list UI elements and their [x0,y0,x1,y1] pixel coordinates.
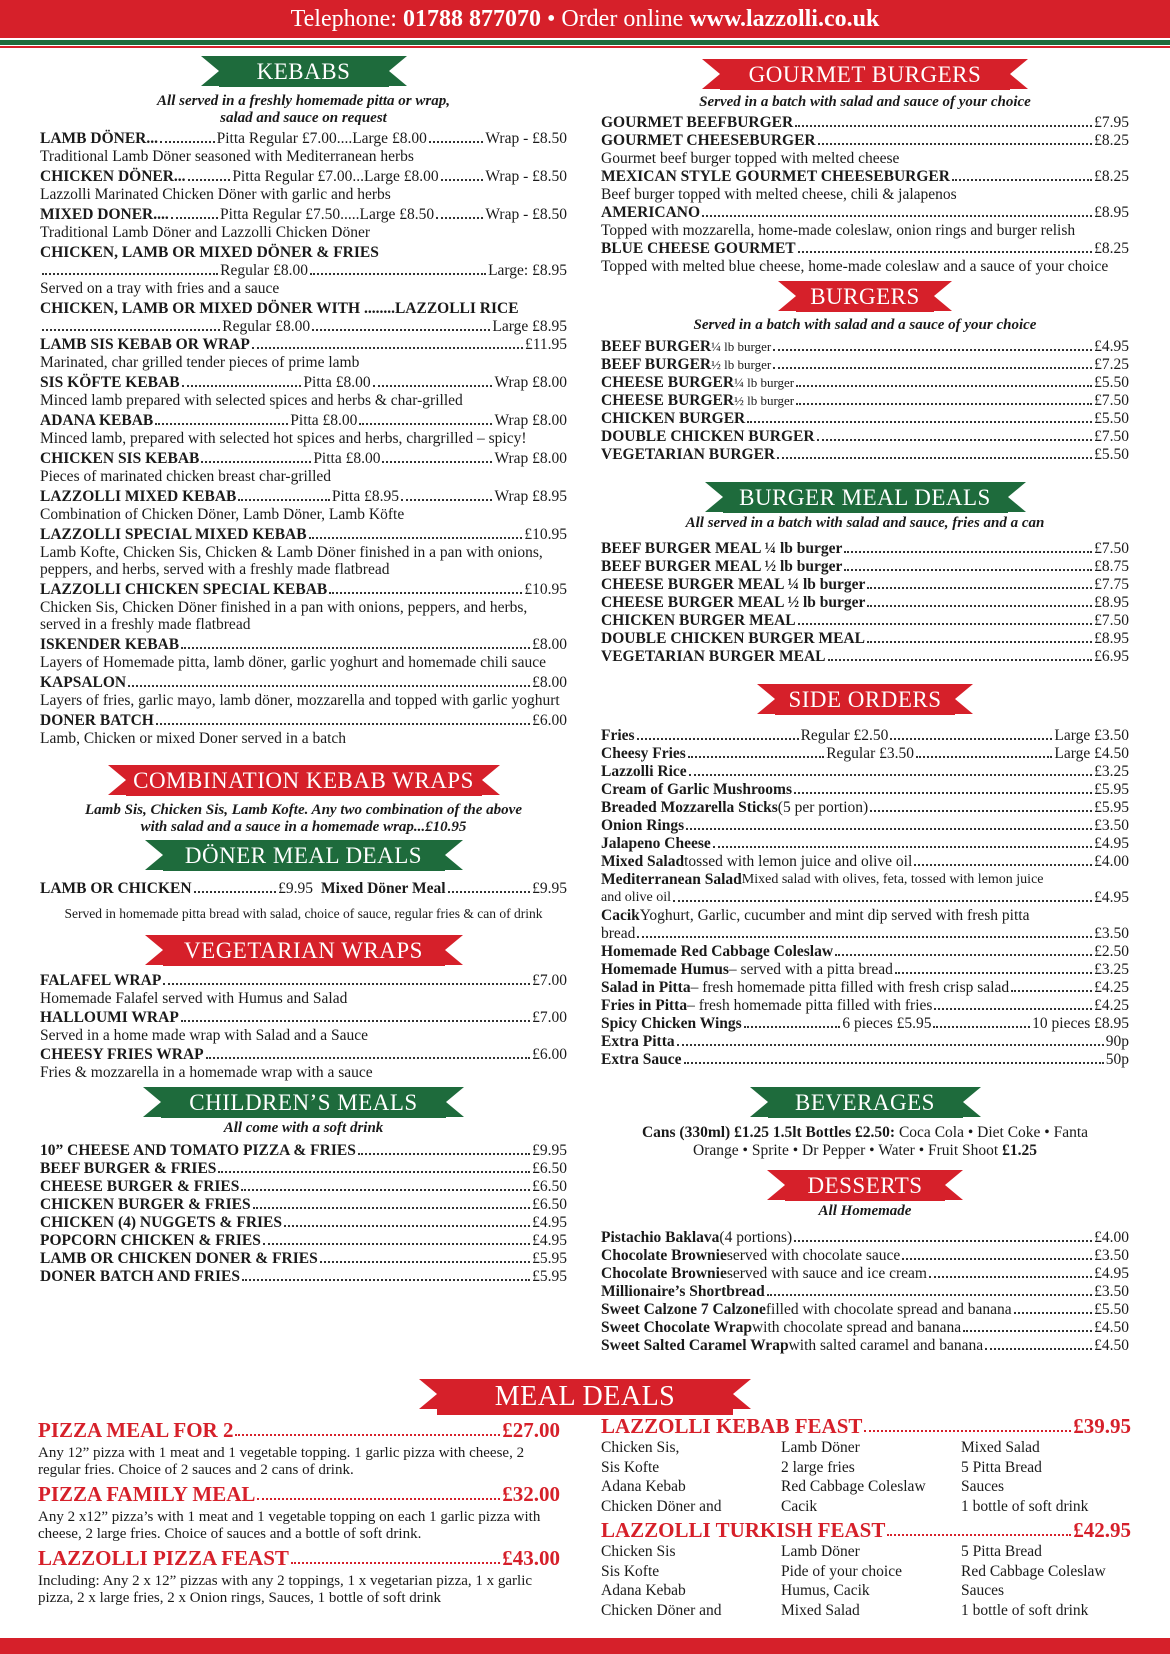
menu-item: GOURMET BEEFBURGER £7.95 [601,114,1129,131]
red-stripe [0,46,1170,48]
leader-dots [382,450,492,463]
menu-item: KAPSALON £8.00 [40,674,567,691]
leader-dots [684,1051,1104,1064]
menu-item-desc: Pieces of marinated chicken breast char-grilled [40,468,332,485]
menu-item: LAZZOLLI MIXED KEBAB Pitta £8.95 Wrap £8.95 [40,488,567,505]
menu-item: DONER BATCH £6.00 [40,712,567,729]
leader-dots [181,636,530,649]
menu-item: Mediterranean Salad Mixed salad with olives, feta, tossed with lemon juice [601,871,1044,888]
turkish-feast-grid [601,1542,1131,1620]
leader-dots [702,204,1092,217]
green-stripe [0,40,1170,45]
leader-dots [320,1250,530,1263]
left-column [40,56,567,1286]
leader-dots [794,1229,1092,1242]
leader-dots [767,1283,1092,1296]
feast-item: Chicken Döner and [601,1601,722,1619]
feast-item: 2 large fries [781,1458,855,1476]
leader-dots [242,1268,530,1281]
menu-item: Chocolate Brownie served with sauce and ice cream £4.95 [601,1265,1129,1282]
menu-item: GOURMET CHEESEBURGER £8.25 [601,132,1129,149]
menu-item: LAMB OR CHICKEN DONER & FRIES £5.95 [40,1250,567,1267]
leader-dots [985,1337,1092,1350]
leader-dots [796,374,1092,387]
menu-item: Cacik Yoghurt, Garlic, cucumber and mint dip served with fresh pitta [601,907,1030,924]
feast-item: Pide of your choice [781,1562,902,1580]
leader-dots [441,168,484,181]
menu-item: CHICKEN, LAMB OR MIXED DÖNER & FRIES [40,244,379,261]
leader-dots [929,1265,1092,1278]
leader-dots [713,835,1092,848]
menu-item: AMERICANO £8.95 [601,204,1129,221]
menu-item: LAMB DÖNER... Pitta Regular £7.00....Large £8.00 Wrap - £8.50 [40,130,568,147]
feast-item: 5 Pitta Bread [961,1458,1042,1476]
menu-item: ADANA KEBAB Pitta £8.00 Wrap £8.00 [40,412,567,429]
menu-item: LAZZOLLI CHICKEN SPECIAL KEBAB £10.95 [40,581,567,598]
kebab-list [40,130,567,241]
beverages-text: Cans (330ml) £1.25 1.5lt Bottles £2.50: Coca Cola • Diet Coke • Fanta Orange • Sprite • Dr Pepper • Water • Fruit Shoot £1.25 [641,1124,1089,1159]
leader-dots [794,781,1092,794]
menu-item: Cream of Garlic Mushrooms £5.95 [601,781,1129,798]
menu-item: BEEF BURGER & FRIES £6.50 [40,1160,567,1177]
menu-item: VEGETARIAN BURGER MEAL £6.95 [601,648,1129,665]
menu-item-desc: Layers of fries, garlic mayo, lamb döner, mozzarella and topped with garlic yoghurt [40,692,560,709]
leader-dots [155,412,288,425]
leader-dots [206,1046,530,1059]
leader-dots [637,727,799,740]
turkish-feast-title: LAZZOLLI TURKISH FEAST £42.95 [601,1518,1131,1542]
menu-item-desc: Lazzolli Marinated Chicken Döner with garlic and herbs [40,186,391,203]
leader-dots [238,488,329,501]
menu-item: BEEF BURGER ½ lb burger £7.25 [601,356,1129,373]
leader-dots [688,745,824,758]
leader-dots [677,1033,1104,1046]
doner-meal-row: LAMB OR CHICKEN £9.95 Mixed Döner Meal £9.95 [40,880,567,897]
contact-header [0,0,1170,38]
leader-dots [744,1015,841,1028]
leader-dots [156,712,530,725]
feast-item: 5 Pitta Bread [961,1543,1042,1560]
menu-item-desc: Lamb Kofte, Chicken Sis, Chicken & Lamb Döner finished in a pan with onions, peppers, and herbs, served with a freshly made flatbread [40,544,543,578]
menu-item: VEGETARIAN BURGER £5.50 [601,446,1129,463]
menu-item-desc: Minced lamb, prepared with selected hot spices and herbs, chargrilled – spicy! [40,430,527,447]
menu-item: DOUBLE CHICKEN BURGER £7.50 [601,428,1129,445]
leader-dots [796,392,1092,405]
menu-item: CHICKEN BURGER & FRIES £6.50 [40,1196,567,1213]
burger-meal-banner: BURGER MEAL DEALS [723,482,1008,513]
leader-dots [128,674,530,687]
leader-dots [284,1214,530,1227]
menu-item: Homemade Humus – served with a pitta bread £3.25 [601,961,1129,978]
gourmet-list [601,114,1129,275]
pizza-family-meal-desc: Any 2 x12” pizza’s with 1 meat and 1 vegetable topping on each 1 garlic pizza with cheese, 2 large fries. Choice of sauces and a bottle of soft drink. [38,1509,541,1542]
menu-item-desc: Traditional Lamb Döner seasoned with Mediterranean herbs [40,148,414,165]
leader-dots [934,997,1092,1010]
menu-item: CHEESE BURGER ½ lb burger £7.50 [601,392,1129,409]
menu-item: Chocolate Brownie served with chocolate sauce £3.50 [601,1247,1129,1264]
menu-item: and olive oil £4.95 [601,889,1129,906]
leader-dots [182,374,302,387]
feast-item: Mixed Salad [781,1601,860,1619]
kebab-feast-grid [601,1438,1131,1516]
feast-item: Sauces [961,1478,1005,1495]
menu-item: CHEESE BURGER MEAL ¼ lb burger £7.75 [601,576,1129,593]
menu-item-desc: Minced lamb prepared with selected spices and herbs & char-grilled [40,392,463,409]
menu-item: MEXICAN STYLE GOURMET CHEESEBURGER £8.25 [601,168,1129,185]
leader-dots [818,132,1093,145]
leader-dots [359,412,492,425]
leader-dots [828,648,1093,661]
website-link[interactable]: www.lazzolli.co.uk [689,6,880,32]
leader-dots [686,817,1092,830]
leader-dots [835,943,1092,956]
beverages-banner: BEVERAGES [768,1087,963,1118]
leader-dots [309,526,523,539]
leader-dots [163,972,530,985]
menu-item: Sweet Chocolate Wrap with chocolate spread and banana £4.50 [601,1319,1129,1336]
menu-item: BLUE CHEESE GOURMET £8.25 [601,240,1129,257]
menu-item-desc: Topped with melted blue cheese, home-made coleslaw and a sauce of your choice [601,258,1109,275]
menu-item: Breaded Mozzarella Sticks (5 per portion) £5.95 [601,799,1129,816]
leader-dots [253,1196,531,1209]
pizza-meal-for-2-title: PIZZA MEAL FOR 2 £27.00 [38,1418,560,1442]
burgers-list [601,338,1129,464]
leader-dots [870,799,1092,812]
menu-item-prices: Regular £8.00 Large £8.95 [40,318,567,336]
leader-dots [1014,1301,1093,1314]
menu-item: ISKENDER KEBAB £8.00 [40,636,567,653]
combination-text: Lamb Sis, Chicken Sis, Lamb Kofte. Any two combination of the above with salad and a sauce in a homemade wrap...£10.95 [85,802,522,835]
menu-item-desc: Beef burger topped with melted cheese, chili & jalapenos [601,186,957,203]
feast-item: Adana Kebab [601,1478,686,1495]
childrens-list [40,1142,567,1286]
vegetarian-list [40,972,567,1081]
leader-dots [201,450,311,463]
menu-item-desc: Served in a home made wrap with Salad and a Sauce [40,1027,368,1044]
feast-item: 1 bottle of soft drink [961,1601,1089,1619]
menu-item: Sweet Salted Caramel Wrap with salted caramel and banana £4.50 [601,1337,1129,1354]
menu-item: Pistachio Baklava (4 portions) £4.00 [601,1229,1129,1246]
feast-item: Mixed Salad [961,1439,1040,1456]
leader-dots [181,1009,530,1022]
leader-dots [798,612,1092,625]
menu-item-desc: Layers of Homemade pitta, lamb döner, garlic yoghurt and homemade chili sauce [40,654,546,671]
menu-item-desc: Marinated, char grilled tender pieces of prime lamb [40,354,360,371]
meal-deals-left [38,1418,560,1610]
leader-dots [263,1232,530,1245]
bottom-stripe [0,1638,1170,1654]
menu-item: Fries in Pitta – fresh homemade pitta filled with fries £4.25 [601,997,1129,1014]
pizza-feast-desc: Including: Any 2 x 12” pizzas with any 2 toppings, 1 x vegetarian pizza, 1 x garlic pizza, 2 x large fries, 2 x Onion rings, Sauces, 1 bottle of soft drink [38,1573,533,1606]
leader-dots [844,540,1092,553]
leader-dots [252,336,523,349]
pizza-family-meal-title: PIZZA FAMILY MEAL £32.00 [38,1482,560,1506]
menu-item-desc: Combination of Chicken Döner, Lamb Döner, Lamb Köfte [40,506,405,523]
feast-item: Chicken Sis [601,1543,676,1560]
leader-dots [867,594,1092,607]
leader-dots [817,428,1093,441]
leader-dots [777,446,1092,459]
menu-item-desc: Served on a tray with fries and a sauce [40,280,280,297]
menu-item: Millionaire’s Shortbread £3.50 [601,1283,1129,1300]
menu-item-desc: Traditional Lamb Döner and Lazzolli Chicken Döner [40,224,371,241]
gourmet-subtitle: Served in a batch with salad and sauce of your choice [699,94,1031,110]
menu-item: MIXED DONER.... Pitta Regular £7.50.....Large £8.50 Wrap - £8.50 [40,206,567,223]
side-orders-banner: SIDE ORDERS [775,684,955,715]
menu-item: LAZZOLLI SPECIAL MIXED KEBAB £10.95 [40,526,567,543]
leader-dots [890,727,1052,740]
menu-item: SIS KÖFTE KEBAB Pitta £8.00 Wrap £8.00 [40,374,567,391]
leader-dots [798,240,1092,253]
menu-item: CHEESY FRIES WRAP £6.00 [40,1046,567,1063]
feast-item: Humus, Cacik [781,1582,870,1599]
menu-item-prices: Regular £8.00 Large: £8.95 [40,262,567,280]
menu-item-desc: Topped with mozzarella, home-made coleslaw, onion rings and burger relish [601,222,1076,239]
menu-item: CHICKEN SIS KEBAB Pitta £8.00 Wrap £8.00 [40,450,567,467]
leader-dots [436,206,483,219]
menu-item: CHICKEN, LAMB OR MIXED DÖNER WITH ........LAZZOLLI RICE [40,300,519,317]
menu-item: Sweet Calzone 7 Calzone filled with chocolate spread and banana £5.50 [601,1301,1129,1318]
kebabs-banner: KEBABS [219,56,389,87]
menu-item: BEEF BURGER MEAL ½ lb burger £8.75 [601,558,1129,575]
feast-item: Sis Kofte [601,1562,660,1580]
kebab-feast-title: LAZZOLLI KEBAB FEAST £39.95 [601,1414,1131,1438]
leader-dots [914,853,1092,866]
leader-dots [867,630,1092,643]
leader-dots [241,1178,530,1191]
feast-item: Chicken Sis, [601,1439,680,1456]
menu-item: Fries Regular £2.50 Large £3.50 [601,727,1130,744]
menu-item-desc: Fries & mozzarella in a homemade wrap with a sauce [40,1064,373,1081]
feast-item: Red Cabbage Coleslaw [961,1562,1106,1580]
leader-dots [689,763,1092,776]
menu-item: Salad in Pitta – fresh homemade pitta filled with fresh crisp salad £4.25 [601,979,1129,996]
leader-dots [773,338,1092,351]
burgers-banner: BURGERS [796,281,934,312]
menu-item: CHEESE BURGER ¼ lb burger £5.50 [601,374,1129,391]
menu-item: CHEESE BURGER MEAL ½ lb burger £8.95 [601,594,1129,611]
menu-item-desc: Chicken Sis, Chicken Döner finished in a pan with onions, peppers, and herbs, served in a freshly made flatbread [40,599,528,633]
leader-dots [867,576,1092,589]
leader-dots [895,961,1092,974]
telephone-label: Telephone: [290,6,403,32]
menu-item: FALAFEL WRAP £7.00 [40,972,567,989]
pizza-meal-for-2-desc: Any 12” pizza with 1 meat and 1 vegetable topping. 1 garlic pizza with cheese, 2 regular fries. Choice of 2 sauces and 2 cans of drink. [38,1445,525,1478]
menu-item: Jalapeno Cheese £4.95 [601,835,1129,852]
side-orders-list [601,727,1129,871]
menu-item: Cheesy Fries Regular £3.50 Large £4.50 [601,745,1130,762]
menu-item: Onion Rings £3.50 [601,817,1129,834]
feast-item: Sauces [961,1582,1005,1599]
menu-item: Extra Pitta 90p [601,1033,1129,1050]
side-orders-list-2 [601,943,1129,1069]
menu-item: CHICKEN (4) NUGGETS & FRIES £4.95 [40,1214,567,1231]
feast-item: Cacik [781,1497,818,1515]
feast-item: Lamb Döner [781,1439,860,1456]
leader-dots [1011,979,1092,992]
menu-item: DOUBLE CHICKEN BURGER MEAL £8.95 [601,630,1129,647]
menu-item: Mixed Salad tossed with lemon juice and olive oil £4.00 [601,853,1129,870]
menu-item: CHEESE BURGER & FRIES £6.50 [40,1178,567,1195]
gourmet-banner: GOURMET BURGERS [720,59,1010,90]
leader-dots [844,558,1092,571]
menu-item: BEEF BURGER ¼ lb burger £4.95 [601,338,1129,355]
kebab-list-2 [40,336,567,747]
leader-dots [952,168,1092,181]
menu-item: BEEF BURGER MEAL ¼ lb burger £7.50 [601,540,1129,557]
feast-item: Adana Kebab [601,1582,686,1599]
menu-item: DONER BATCH AND FRIES £5.95 [40,1268,567,1285]
kebabs-subtitle: All served in a freshly homemade pitta or wrap, salad and sauce on request [157,93,450,126]
menu-item-desc: Gourmet beef burger topped with melted cheese [601,150,900,167]
leader-dots [963,1319,1092,1332]
leader-dots [902,1247,1092,1260]
menu-item-desc: Homemade Falafel served with Humus and Salad [40,990,348,1007]
doner-meal-banner: DÖNER MEAL DEALS [163,840,445,871]
vegetarian-banner: VEGETARIAN WRAPS [163,935,445,966]
feast-item: Lamb Döner [781,1543,860,1560]
desserts-subtitle: All Homemade [818,1203,912,1219]
desserts-banner: DESSERTS [785,1170,945,1201]
menu-item: HALLOUMI WRAP £7.00 [40,1009,567,1026]
childrens-subtitle: All come with a soft drink [223,1120,384,1136]
combination-banner: COMBINATION KEBAB WRAPS [126,765,482,796]
leader-dots [429,130,484,143]
menu-item: Spicy Chicken Wings 6 pieces £5.95 10 pieces £8.95 [601,1015,1130,1032]
leader-dots [916,745,1052,758]
menu-item: POPCORN CHICKEN & FRIES £4.95 [40,1232,567,1249]
leader-dots [373,374,493,387]
menu-item: LAMB SIS KEBAB OR WRAP £11.95 [40,336,567,353]
leader-dots [171,206,218,219]
right-column [601,56,1129,1355]
leader-dots [933,1015,1030,1028]
burger-meal-subtitle: All served in a batch with salad and sauce, fries and a can [685,515,1045,531]
leader-dots [747,410,1092,423]
feast-item: Sis Kofte [601,1458,660,1476]
burgers-subtitle: Served in a batch with salad and a sauce of your choice [693,317,1037,333]
childrens-banner: CHILDREN’S MEALS [161,1087,446,1118]
menu-item: 10” CHEESE AND TOMATO PIZZA & FRIES £9.95 [40,1142,567,1159]
leader-dots [795,114,1092,127]
feast-item: Chicken Döner and [601,1497,722,1515]
feast-item: 1 bottle of soft drink [961,1497,1089,1515]
leader-dots [188,168,231,181]
leader-dots [329,581,522,594]
leader-dots [218,1160,530,1173]
menu-item: Lazzolli Rice £3.25 [601,763,1129,780]
menu-item: CHICKEN DÖNER... Pitta Regular £7.00...Large £8.00 Wrap - £8.50 [40,168,568,185]
menu-item: Extra Sauce 50p [601,1051,1129,1068]
menu-item: CHICKEN BURGER MEAL £7.50 [601,612,1129,629]
leader-dots [773,356,1092,369]
feast-item: Red Cabbage Coleslaw [781,1478,926,1495]
menu-item-desc: Lamb, Chicken or mixed Doner served in a batch [40,730,347,747]
phone-number[interactable]: 01788 877070 [402,6,541,32]
menu-item: Homemade Red Cabbage Coleslaw £2.50 [601,943,1129,960]
doner-meal-note: Served in homemade pitta bread with salad, choice of sauce, regular fries & can of drink [64,906,543,921]
leader-dots [160,130,215,143]
pizza-feast-title: LAZZOLLI PIZZA FEAST £43.00 [38,1546,560,1570]
leader-dots [401,488,492,501]
order-online-label: • Order online [540,6,690,32]
desserts-list [601,1229,1129,1355]
meal-deals-right [601,1414,1131,1622]
burger-meal-list [601,540,1129,666]
menu-item: bread £3.50 [601,925,1129,942]
meal-deals-banner: MEAL DEALS [437,1379,733,1415]
menu-item: CHICKEN BURGER £5.50 [601,410,1129,427]
leader-dots [358,1142,530,1155]
